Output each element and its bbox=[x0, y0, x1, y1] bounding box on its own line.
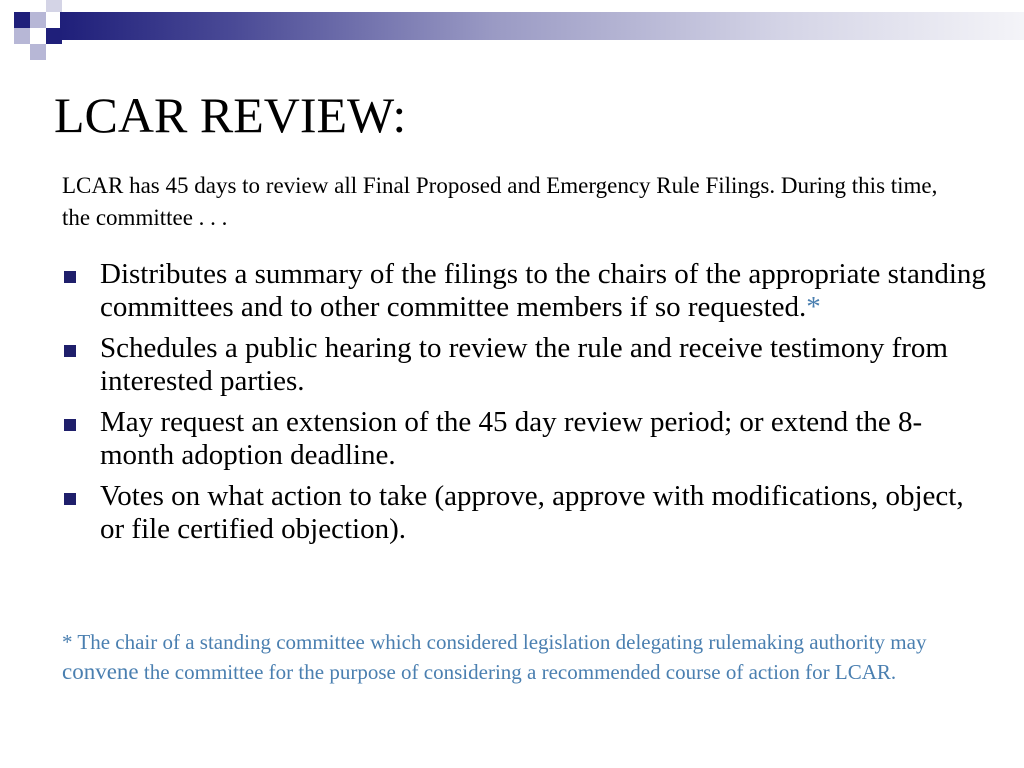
footnote bbox=[62, 628, 982, 687]
bullet-item bbox=[60, 332, 990, 398]
footnote-emphasis: convene bbox=[62, 659, 139, 684]
square-bullet-icon bbox=[64, 493, 76, 505]
bullet-text: May request an extension of the 45 day review period; or extend the 8-month adoption deadline. bbox=[100, 406, 923, 471]
bullet-text: Votes on what action to take (approve, approve with modifications, object, or file certified objection). bbox=[100, 480, 964, 545]
header-square-light-2 bbox=[14, 28, 30, 44]
footnote-text-after: the committee for the purpose of considering a recommended course of action for LCAR. bbox=[138, 660, 897, 684]
header-square-light-1 bbox=[30, 12, 46, 28]
footnote-text-before: * The chair of a standing committee which considered legislation delegating rulemaking authority may bbox=[62, 630, 927, 654]
intro-text: LCAR has 45 days to review all Final Proposed and Emergency Rule Filings. During this time, the committee . . . bbox=[62, 173, 938, 230]
footnote-marker: * bbox=[806, 291, 821, 323]
header-gradient-bar bbox=[60, 12, 1024, 40]
bullet-item bbox=[60, 258, 990, 324]
square-bullet-icon bbox=[64, 271, 76, 283]
square-bullet-icon bbox=[64, 345, 76, 357]
square-bullet-icon bbox=[64, 419, 76, 431]
bullet-text: Distributes a summary of the filings to the chairs of the appropriate standing committees and to other committee members if so requested. bbox=[100, 258, 986, 323]
header-square-light-4 bbox=[46, 0, 62, 12]
bullet-text: Schedules a public hearing to review the rule and receive testimony from interested parties. bbox=[100, 332, 948, 397]
bullet-item bbox=[60, 406, 990, 472]
bullet-item bbox=[60, 480, 990, 546]
header-square-dark-1 bbox=[14, 12, 30, 28]
slide-title: LCAR REVIEW: bbox=[54, 87, 407, 143]
header-square-light-3 bbox=[30, 44, 46, 60]
header-square-dark-2 bbox=[46, 28, 62, 44]
bullet-list bbox=[60, 258, 990, 554]
